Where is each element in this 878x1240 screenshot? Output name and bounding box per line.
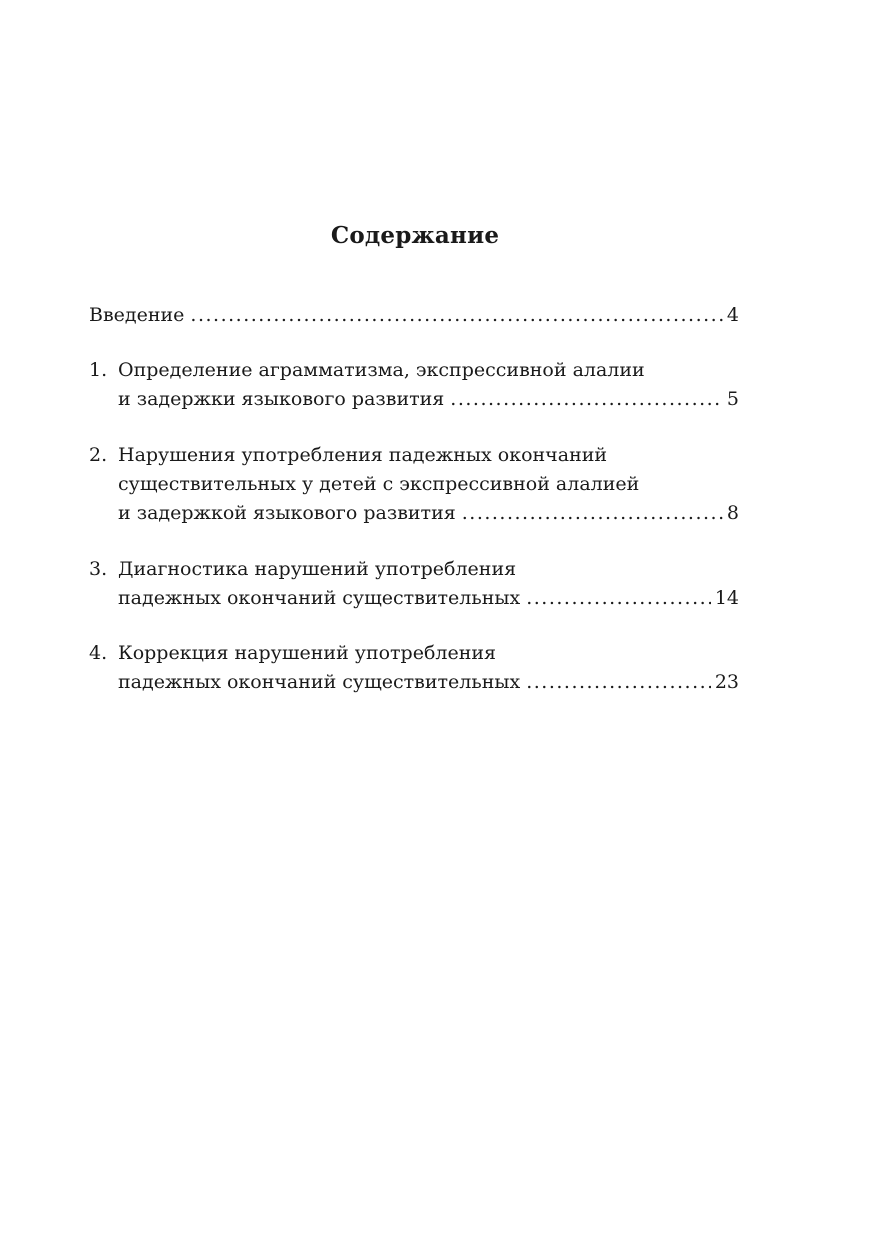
toc-entry-1 xyxy=(89,356,739,414)
toc-entry-title-line: падежных окончаний существительных xyxy=(118,671,521,693)
page-title: Содержание xyxy=(330,222,500,249)
dot-leader xyxy=(526,668,711,697)
toc-entry-intro xyxy=(89,300,739,330)
toc-entry-title-line: Диагностика нарушений употребления xyxy=(118,558,517,580)
toc-entry-title-line: и задержкой языкового развития xyxy=(118,502,456,524)
toc-entry-2 xyxy=(89,441,739,528)
toc-page-number: 8 xyxy=(726,502,739,524)
toc-entry-title-line: падежных окончаний существительных xyxy=(118,587,521,609)
toc-entry-number: 1. xyxy=(89,359,108,381)
toc-entry-title-line: существительных у детей с экспрессивной алалией xyxy=(118,473,640,495)
toc-entry-3 xyxy=(89,555,739,613)
toc-entry-title-line: Коррекция нарушений употребления xyxy=(118,642,497,664)
toc-entry-number: 4. xyxy=(89,642,108,664)
dot-leader xyxy=(190,300,722,330)
toc-page-number: 14 xyxy=(714,587,739,609)
toc-entry-title-line: Нарушения употребления падежных окончаний xyxy=(118,444,608,466)
dot-leader xyxy=(450,385,723,414)
toc-page-number: 5 xyxy=(726,388,739,410)
toc-page-number: 4 xyxy=(726,304,739,326)
toc-entry-title-line: Определение аграмматизма, экспрессивной алалии xyxy=(118,359,645,381)
toc-entry-number: 3. xyxy=(89,558,108,580)
toc-entry-title: Введение xyxy=(89,304,185,326)
table-of-contents xyxy=(89,300,739,697)
toc-entry-title-line: и задержки языкового развития xyxy=(118,388,445,410)
dot-leader xyxy=(526,584,711,613)
dot-leader xyxy=(462,499,723,528)
toc-page-number: 23 xyxy=(714,671,739,693)
toc-entry-number: 2. xyxy=(89,444,108,466)
toc-entry-4 xyxy=(89,639,739,697)
